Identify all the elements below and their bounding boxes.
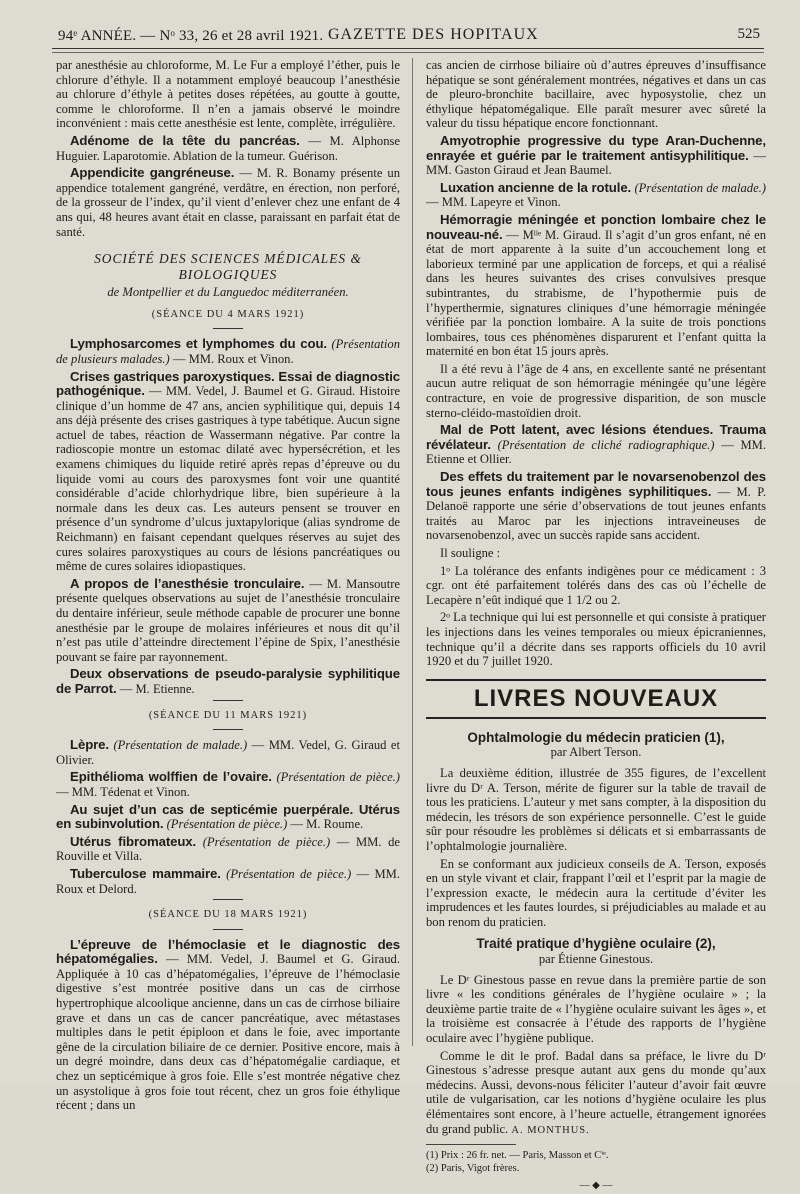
paragraph: Il a été revu à l’âge de 4 ans, en excellente santé ne présentant aucun autre reliquat de son hémorragie méningée qu’une légère contracture, en voie de progressive disparition, de son muscle sterno-cléido-mastoïdien droit. bbox=[426, 361, 766, 420]
article-entry bbox=[56, 738, 400, 767]
article-title: Tuberculose mammaire. bbox=[70, 865, 221, 881]
left-column bbox=[56, 58, 400, 1116]
signature: A. MONTHUS. bbox=[511, 1124, 590, 1136]
paragraph: par anesthésie au chloroforme, M. Le Fur a employé l’éther, puis le chlorure d’éthyle. Il a notamment employé beaucoup l’anesthésie au chlorure d’éthyle à petites doses répétées, au goutte à goutte, comme le chloroforme. Il n’en a jamais observé le moindre inconvénient : mais cette anesthésie est lente, complète, irrégulière. bbox=[56, 58, 400, 131]
book-author: par Albert Terson. bbox=[550, 745, 642, 760]
article-text: — M. Roume. bbox=[287, 817, 364, 832]
presentation-note: (Présentation de malade.) bbox=[631, 180, 766, 195]
article-entry bbox=[56, 577, 400, 665]
divider bbox=[213, 729, 243, 730]
presentation-note: (Présentation de pièce.) bbox=[271, 770, 400, 785]
footnote: (1) Prix : 26 fr. net. — Paris, Masson et Cⁱᵉ. bbox=[426, 1150, 609, 1162]
article-text: — MM. Vedel, J. Baumel et G. Giraud. Histoire clinique d’un homme de 47 ans, ancien syphilitique qui, depuis 14 ans déjà présente des crises gastriques à type tabétique. Aucun signe actuel de tabes, réaction de Wassermann négative. Par contre la radioscopie montre un estomac dilaté avec hypersécrétion, et les examens chimiques du liquide retiré après repas d’épreuve ou du liquide vomi au cours des paroxysmes font voir une quantité considérable d’acide chlorhydrique libre, bien supérieure à la normale dans les deux cas. Les auteurs pensent se trouver en présence d’un syndrome d’ulcus juxtapylorique (alias syndrome de Reichmann) en faisant cependant quelques réserves au sujet des cures solaires paroxystiques au cours de lésions pancréatiques ou même de cures solaires idiopastiques. bbox=[56, 384, 400, 574]
article-entry bbox=[426, 423, 766, 467]
presentation-note: (Présentation de plusieurs malades.) bbox=[56, 337, 401, 366]
divider bbox=[213, 929, 243, 930]
article-text: — MM. Roux et Vinon. bbox=[169, 351, 294, 366]
article-entry bbox=[426, 134, 766, 178]
book-title: Ophtalmologie du médecin praticien (1), bbox=[467, 729, 725, 745]
article-title: L’épreuve de l’hémoclasie et le diagnostic des hépatomégalies. bbox=[56, 936, 400, 967]
paragraph: En se conformant aux judicieux conseils de A. Terson, exposés en un style vivant et clair, frappant l’œil et l’esprit par la magie de l’expression exacte, le médecin aura la certitude d’éviter les imprudences et les fautes lourdes, si préjudiciables au malade et au bon renom du praticien. bbox=[426, 856, 766, 929]
article-entry bbox=[56, 867, 400, 896]
article-title: Luxation ancienne de la rotule. bbox=[440, 179, 632, 195]
session-date: (SÉANCE DU 4 MARS 1921) bbox=[151, 308, 305, 320]
presentation-note: (Présentation de pièce.) bbox=[220, 866, 352, 881]
article-text: — M. R. Bonamy présente un appendice totalement gangréné, verdâtre, en érection, non perforé, de la grosseur de l’index, qu’il vient d’enlever chez une enfant de 4 ans qui, 48 heures avant était en classe, paraissant en parfait état de santé. bbox=[56, 166, 400, 239]
journal-title: GAZETTE DES HOPITAUX bbox=[328, 26, 539, 43]
society-heading: SOCIÉTÉ DES SCIENCES MÉDICALES & BIOLOGIQUES bbox=[94, 251, 362, 283]
page-number: 525 bbox=[737, 26, 760, 42]
article-title: Lymphosarcomes et lymphomes du cou. bbox=[70, 336, 327, 352]
presentation-note: (Présentation de pièce.) bbox=[196, 834, 331, 849]
paragraph: 2ᵒ La technique qui lui est personnelle et qui consiste à pratiquer les injections dans les veines temporales ou mieux épicraniennes, technique qu’il a décrite dans ses rapports officiels du 10 avril 1920 et du 7 juillet 1920. bbox=[426, 610, 766, 669]
article-text: — M. P. Delanoë rapporte une série d’observations de tout jeunes enfants traités au Maroc par les injections intraveineuses de novarsenobenzol, avec un succès rapide sans accident. bbox=[426, 484, 766, 543]
article-text: — MM. Gaston Giraud et Jean Baumel. bbox=[426, 148, 766, 178]
article-text: — MM. Tédenat et Vinon. bbox=[56, 784, 190, 799]
article-entry bbox=[426, 470, 766, 543]
article-entry bbox=[426, 181, 766, 210]
article-title: Epithélioma wolffien de l’ovaire. bbox=[70, 769, 272, 785]
article-title: Mal de Pott latent, avec lésions étendues. Trauma révélateur. bbox=[426, 422, 766, 452]
article-entry bbox=[56, 770, 400, 799]
article-text: — MM. de Rouville et Villa. bbox=[56, 834, 400, 864]
header-rule bbox=[52, 48, 764, 49]
book-author: par Étienne Ginestous. bbox=[538, 952, 654, 967]
issue-info: 94ᵉ ANNÉE. — Nᵒ 33, 26 et 28 avril 1921. bbox=[58, 28, 324, 44]
article-title: A propos de l’anesthésie tronculaire. bbox=[70, 575, 305, 591]
book-title: Traité pratique d’hygiène oculaire (2), bbox=[476, 936, 716, 952]
paragraph: 1ᵒ La tolérance des enfants indigènes pour ce médicament : 3 cgr. ont été parfaitement tolérés dans des cas où l’échelle de Lecapère n’eût indiqué que 1 1/2 ou 2. bbox=[426, 563, 766, 607]
paragraph-text: Comme le dit le prof. Badal dans sa préface, le livre du Dʳ Ginestous s’adresse presque autant aux gens du monde qu’aux médecins. Aussi, devons-nous féliciter l’auteur d’avoir fait œuvre utile de vulgarisation, car les notions d’hygiène oculaire les plus élémentaires sont encore, à l’heure actuelle, étrangement ignorées du grand public. bbox=[426, 1048, 766, 1136]
article-title: Au sujet d’un cas de septicémie puerpérale. Utérus en subinvolution. bbox=[56, 801, 400, 832]
article-entry bbox=[56, 337, 400, 366]
presentation-note: (Présentation de malade.) bbox=[108, 738, 248, 753]
article-entry bbox=[56, 370, 400, 574]
paragraph: Le Dʳ Ginestous passe en revue dans la première partie de son livre « les conditions générales de l’hygiène oculaire » ; la deuxième partie traite de « l’hygiène oculaire suivant les âges », et la troisième est consacrée à l’étude des rapports de l’hygiène oculaire avec l’hygiène publique. bbox=[426, 972, 766, 1046]
article-text: — MM. Lapeyre et Vinon. bbox=[426, 195, 561, 210]
footnote-rule bbox=[426, 1144, 516, 1145]
page-header bbox=[58, 22, 760, 46]
paragraph bbox=[426, 1049, 766, 1139]
end-ornament: — ◆ — bbox=[579, 1180, 613, 1192]
footnote: (2) Paris, Vigot frères. bbox=[426, 1163, 520, 1175]
article-entry bbox=[56, 835, 400, 864]
article-text: — M. Mansoutre présente quelques observations au sujet de l’anesthésie tronculaire du dentaire inférieur, seule méthode capable de procurer une bonne anesthésie par le groupe de molaires inférieures et nous dit qu’il n’est pas utile d’atteindre directement l’épine de Spix, l’anesthésie pouvant se faire par rayonnement. bbox=[56, 576, 400, 664]
article-title: Crises gastriques paroxystiques. Essai de diagnostic pathogénique. bbox=[56, 368, 400, 399]
divider bbox=[213, 700, 243, 701]
article-entry bbox=[56, 938, 400, 1113]
article-text: — MM. Vedel, J. Baumel et G. Giraud. Appliquée à 10 cas d’hépatomégalies, l’épreuve de l’hémoclasie digestive s’est montrée positive dans un cas de cirrhose hypertrophique alcoolique ancienne, dans un cas de cirrhose biliaire grave et dans un cas de cancer pancréatique, avec métastases multiples dans le petit épiploon et dans le foie, avec importante gêne de la circulation biliaire de ce dernier. Positive encore, mais à un degré moindre, dans deux cas d’hépatomégalie cardiaque, et chez un septicémique à gros foie. Elle s’est montrée négative chez un asystolique à gros foie tout récent, chez un gros foie éthylique récent ; dans un bbox=[56, 952, 400, 1113]
article-title: Amyotrophie progressive du type Aran-Duchenne, enrayée et guérie par le traitement antisyphilitique. bbox=[426, 132, 766, 163]
paragraph: La deuxième édition, illustrée de 355 figures, de l’excellent livre du Dʳ A. Terson, mérite de figurer sur la table de travail de tous les praticiens. L’auteur y met sans compter, à la disposition du médecin, les trésors de son expérience personnelle. C’est le guide sûr pour résoudre les problèmes si délicats et si embarrassants de l’ophtalmologie journalière. bbox=[426, 765, 766, 853]
article-title: Deux observations de pseudo-paralysie syphilitique de Parrot. bbox=[56, 666, 400, 696]
header-rule-thin bbox=[52, 52, 764, 53]
section-heading: LIVRES NOUVEAUX bbox=[426, 679, 766, 719]
article-text: — MM. Etienne et Ollier. bbox=[426, 437, 766, 467]
presentation-note: (Présentation de pièce.) bbox=[163, 817, 288, 832]
article-title: Lèpre. bbox=[70, 737, 109, 753]
article-text: — MM. Vedel, G. Giraud et Olivier. bbox=[56, 738, 400, 767]
article-title: Appendicite gangréneuse. bbox=[70, 165, 235, 181]
divider bbox=[213, 899, 243, 900]
article-title: Utérus fibromateux. bbox=[70, 833, 197, 849]
paragraph: cas ancien de cirrhose biliaire où d’autres épreuves d’insuffisance hépatique se sont généralement montrées, négatives et dans un cas de pleuro-bronchite bacillaire, avec hyposystolie, chez un éthylique hépatomégalique. Elle paraît mesurer avec sûreté la valeur du tissu hépatique encore fonctionnant. bbox=[426, 58, 766, 131]
article-entry bbox=[56, 166, 400, 239]
column-divider bbox=[412, 58, 413, 1046]
article-text: — Mˡˡᵉ M. Giraud. Il s’agit d’un gros enfant, né en état de mort apparente à la suite d’un accouchement long et laborieux terminé par une application de forceps, et qui a réalisé dans les heures suivantes des crises convulsives presque subintrantes, du strabisme, de l’hypothermie puis de l’hyperthermie, signatures cliniques d’une hémorragie méningée vérifiée par la ponction lombaire. A la suite de trois ponctions lombaires, tous ces phénomènes disparurent et l’enfant quitta la maternité en bon état 15 jours après. bbox=[426, 227, 766, 359]
session-date: (SÉANCE DU 11 MARS 1921) bbox=[148, 709, 308, 721]
article-entry bbox=[56, 667, 400, 696]
article-entry bbox=[56, 134, 400, 163]
article-title: Des effets du traitement par le novarsenobenzol des tous jeunes enfants indigènes syphilitiques. bbox=[426, 469, 766, 499]
paragraph: Il souligne : bbox=[440, 546, 501, 560]
article-text: — M. Alphonse Huguier. Laparotomie. Ablation de la tumeur. Guérison. bbox=[56, 133, 400, 163]
article-title: Hémorragie méningée et ponction lombaire chez le nouveau-né. bbox=[426, 211, 766, 242]
article-title: Adénome de la tête du pancréas. bbox=[70, 132, 300, 148]
right-column bbox=[426, 58, 766, 1194]
article-text: — M. Etienne. bbox=[116, 681, 195, 696]
presentation-note: (Présentation de cliché radiographique.) bbox=[490, 437, 715, 452]
divider bbox=[213, 328, 243, 329]
session-date: (SÉANCE DU 18 MARS 1921) bbox=[148, 909, 308, 921]
society-subheading: de Montpellier et du Languedoc méditerranéen. bbox=[107, 285, 349, 300]
article-entry bbox=[56, 803, 400, 832]
article-text: — MM. Roux et Delord. bbox=[56, 866, 400, 896]
article-entry bbox=[426, 213, 766, 359]
